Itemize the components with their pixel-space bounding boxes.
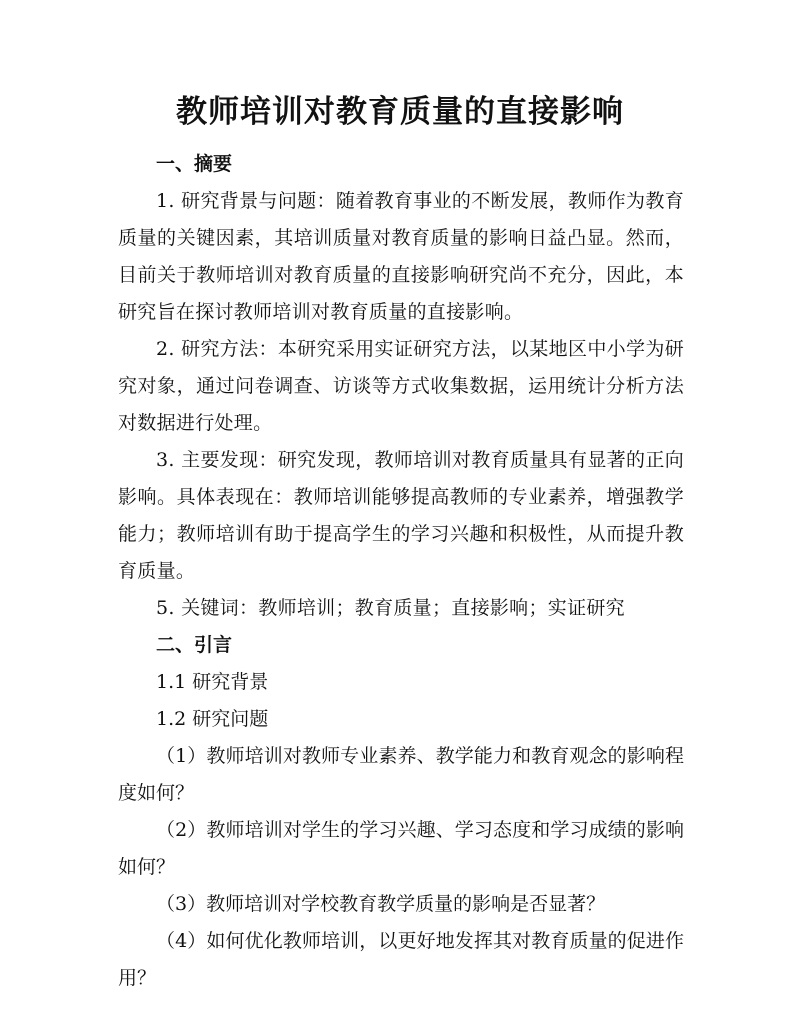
document-body [118,146,684,997]
subsection-research-background: 1.1 研究背景 [156,671,269,693]
section-heading-introduction: 二、引言 [156,634,233,656]
abstract-methods-paragraph: 2. 研究方法：本研究采用实证研究方法，以某地区中小学为研究对象，通过问卷调查、访谈等方式收集数据，运用统计分析方法对数据进行处理。 [118,338,684,434]
document-title: 教师培训对教育质量的直接影响 [176,94,624,130]
research-question-1: （1）教师培训对教师专业素养、教学能力和教育观念的影响程度如何？ [118,745,684,804]
abstract-keywords-paragraph: 5. 关键词：教师培训；教育质量；直接影响；实证研究 [156,597,625,619]
abstract-findings-paragraph: 3. 主要发现：研究发现，教师培训对教育质量具有显著的正向影响。具体表现在：教师培训能够提高教师的专业素养，增强教学能力；教师培训有助于提高学生的学习兴趣和积极性，从而提升教育质量。 [118,449,684,582]
research-question-3: （3）教师培训对学校教育教学质量的影响是否显著？ [156,893,606,915]
subsection-research-questions: 1.2 研究问题 [156,708,269,730]
abstract-background-paragraph: 1. 研究背景与问题：随着教育事业的不断发展，教师作为教育质量的关键因素，其培训质量对教育质量的影响日益凸显。然而，目前关于教师培训对教育质量的直接影响研究尚不充分，因此，本研究旨在探讨教师培训对教育质量的直接影响。 [118,190,684,323]
research-question-4: （4）如何优化教师培训，以更好地发挥其对教育质量的促进作用？ [118,930,684,989]
section-heading-abstract: 一、摘要 [156,153,233,175]
research-question-2: （2）教师培训对学生的学习兴趣、学习态度和学习成绩的影响如何？ [118,819,684,878]
